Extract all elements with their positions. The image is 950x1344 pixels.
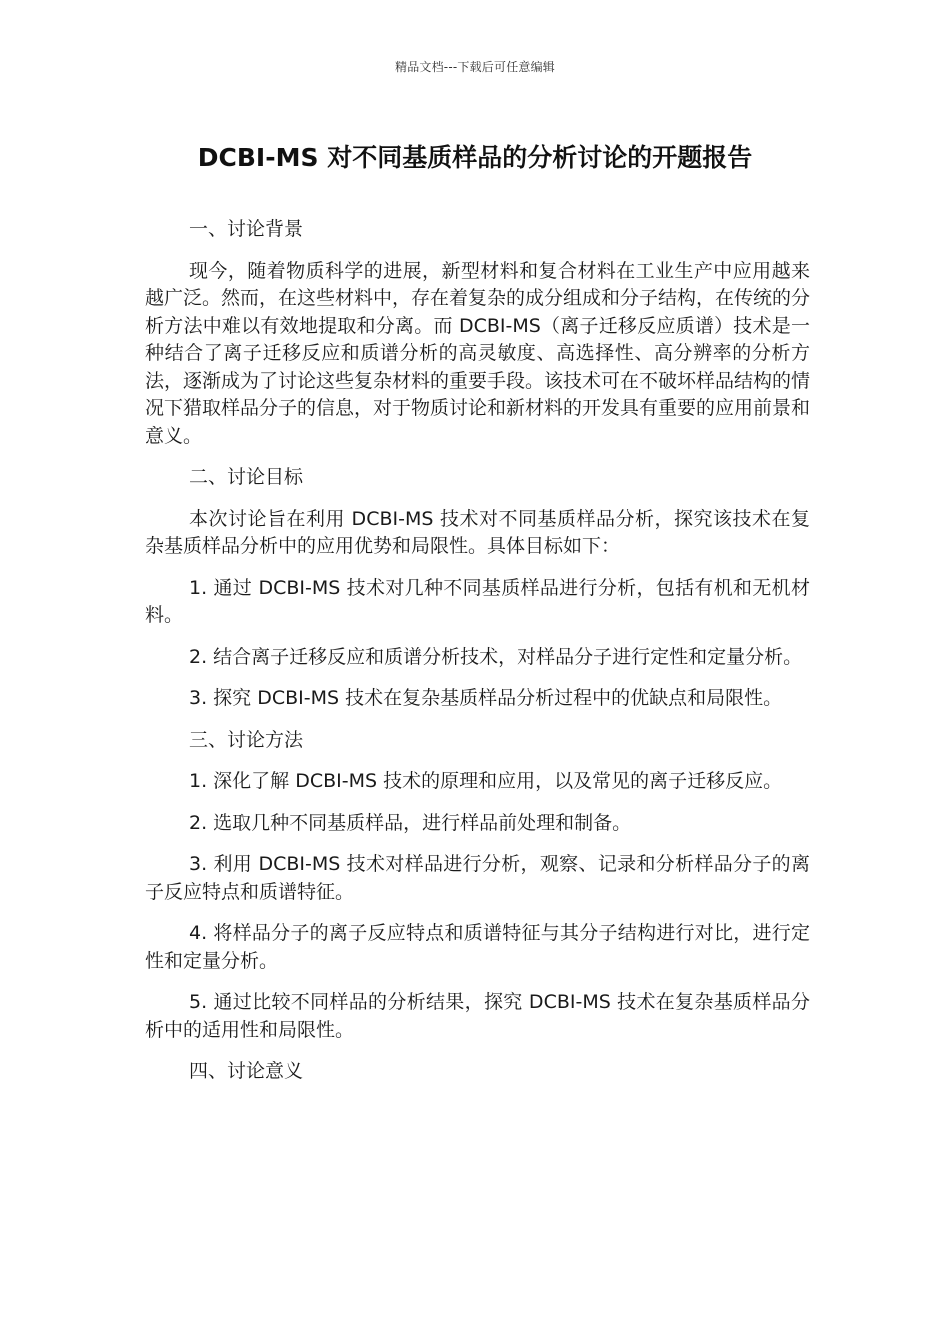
section-heading-significance: 四、讨论意义 bbox=[189, 1060, 304, 1082]
document-title: DCBI-MS 对不同基质样品的分析讨论的开题报告 bbox=[197, 143, 753, 172]
method-item-4: 4. 将样品分子的离子反应特点和质谱特征与其分子结构进行对比，进行定性和定量分析。 bbox=[145, 922, 810, 972]
section-heading-methods: 三、讨论方法 bbox=[189, 728, 304, 751]
method-item-3: 3. 利用 DCBI-MS 技术对样品进行分析，观察、记录和分析样品分子的离子反应特点和质谱特征。 bbox=[145, 853, 810, 903]
running-header: 精品文档---下载后可任意编辑 bbox=[395, 60, 555, 74]
method-item-1: 1. 深化了解 DCBI-MS 技术的原理和应用，以及常见的离子迁移反应。 bbox=[189, 770, 783, 792]
method-item-5: 5. 通过比较不同样品的分析结果，探究 DCBI-MS 技术在复杂基质样品分析中的适用性和局限性。 bbox=[145, 991, 810, 1041]
method-item-2: 2. 选取几种不同基质样品，进行样品前处理和制备。 bbox=[189, 811, 632, 834]
objective-item-1: 1. 通过 DCBI-MS 技术对几种不同基质样品进行分析，包括有机和无机材料。 bbox=[145, 576, 810, 626]
objectives-intro-paragraph: 本次讨论旨在利用 DCBI-MS 技术对不同基质样品分析，探究该技术在复杂基质样品分析中的应用优势和局限性。具体目标如下： bbox=[145, 507, 810, 557]
objective-item-3: 3. 探究 DCBI-MS 技术在复杂基质样品分析过程中的优缺点和局限性。 bbox=[189, 687, 783, 709]
objective-item-2: 2. 结合离子迁移反应和质谱分析技术，对样品分子进行定性和定量分析。 bbox=[189, 645, 803, 668]
section-heading-objectives: 二、讨论目标 bbox=[189, 466, 304, 488]
section-heading-background: 一、讨论背景 bbox=[189, 218, 304, 240]
background-paragraph: 现今，随着物质科学的进展，新型材料和复合材料在工业生产中应用越来越广泛。然而，在这些材料中，存在着复杂的成分组成和分子结构，在传统的分析方法中难以有效地提取和分离。而 DCBI-MS（离子迁移反应质谱）技术是一种结合了离子迁移反应和质谱分析的高灵敏度、高选择性、高分辨率的分析方法，逐渐成为了讨论这些复杂材料的重要手段。该技术可在不破坏样品结构的情况下猎取样品分子的信息，对于物质讨论和新材料的开发具有重要的应用前景和意义。 bbox=[145, 259, 811, 447]
document-body bbox=[145, 216, 810, 1086]
